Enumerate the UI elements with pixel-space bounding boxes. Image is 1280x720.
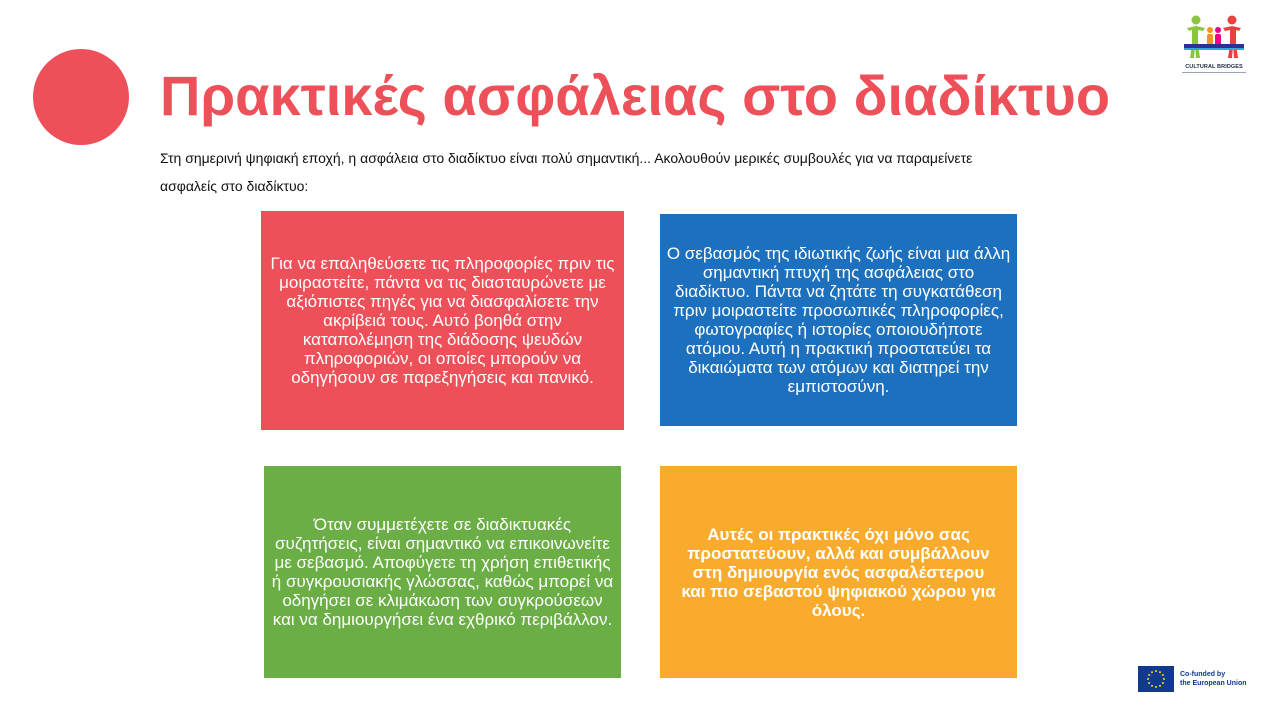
tip-text: Αυτές οι πρακτικές όχι μόνο σας προστατεύουν, αλλά και συμβάλλουν στη δημιουργία ενός ασφαλέστερου και πιο σεβαστού ψηφιακού χώρου για όλους. [681, 524, 996, 620]
tip-text: Ο σεβασμός της ιδιωτικής ζωής είναι μια άλλη σημαντική πτυχή της ασφάλειας στο διαδίκτυο. Πάντα να ζητάτε τη συγκατάθεση πριν μοιραστείτε προσωπικές πληροφορίες, φωτογραφίες ή ιστορίες οποιουδήποτε ατόμου. Αυτή η πρακτική προστατεύει τα δικαιώματα των ατόμων και διατηρεί την εμπιστοσύνη. [666, 244, 1011, 396]
tip-box-respectful-communication [264, 466, 621, 678]
tip-text: Όταν συμμετέχετε σε διαδικτυακές συζητήσεις, είναι σημαντικό να επικοινωνείτε με σεβασμό. Αποφύγετε τη χρήση επιθετικής ή συγκρουσιακής γλώσσας, καθώς μπορεί να οδηγήσει σε κλιμάκωση των συγκρούσεων και να δημιουργήσει ένα εχθρικό περιβάλλον. [271, 515, 614, 629]
tip-box-privacy [660, 214, 1017, 426]
logo-label: CULTURAL BRIDGES [1185, 64, 1243, 70]
intro-text: Στη σημερινή ψηφιακή εποχή, η ασφάλεια στο διαδίκτυο είναι πολύ σημαντική... Ακολουθούν μερικές συμβουλές για να παραμείνετε ασφαλείς στο διαδίκτυο: [160, 150, 973, 194]
cultural-bridges-logo [1172, 14, 1256, 94]
logo-divider [1182, 72, 1246, 73]
eu-text-line-1: Co-funded by [1180, 671, 1226, 678]
bridge-people-logo-icon [1184, 14, 1244, 62]
tip-text: Για να επαληθεύσετε τις πληροφορίες πριν τις μοιραστείτε, πάντα να τις διασταυρώνετε με αξιόπιστες πηγές για να διασφαλίσετε την ακρίβειά τους. Αυτό βοηθά στην καταπολέμηση της διάδοσης ψευδών πληροφοριών, οι οποίες μπορούν να οδηγήσουν σε παρεξηγήσεις και πανικό. [270, 254, 615, 387]
tip-box-summary [660, 466, 1017, 678]
eu-flag-icon [1138, 666, 1174, 692]
eu-text-line-2: the European Union [1180, 680, 1247, 687]
page-title: Πρακτικές ασφάλειας στο διαδίκτυο [160, 64, 1111, 127]
eu-cofunded-badge [1138, 665, 1273, 693]
tip-box-verify-information [261, 211, 624, 430]
eu-cofunded-text [1180, 670, 1247, 688]
decorative-circle [33, 49, 129, 145]
